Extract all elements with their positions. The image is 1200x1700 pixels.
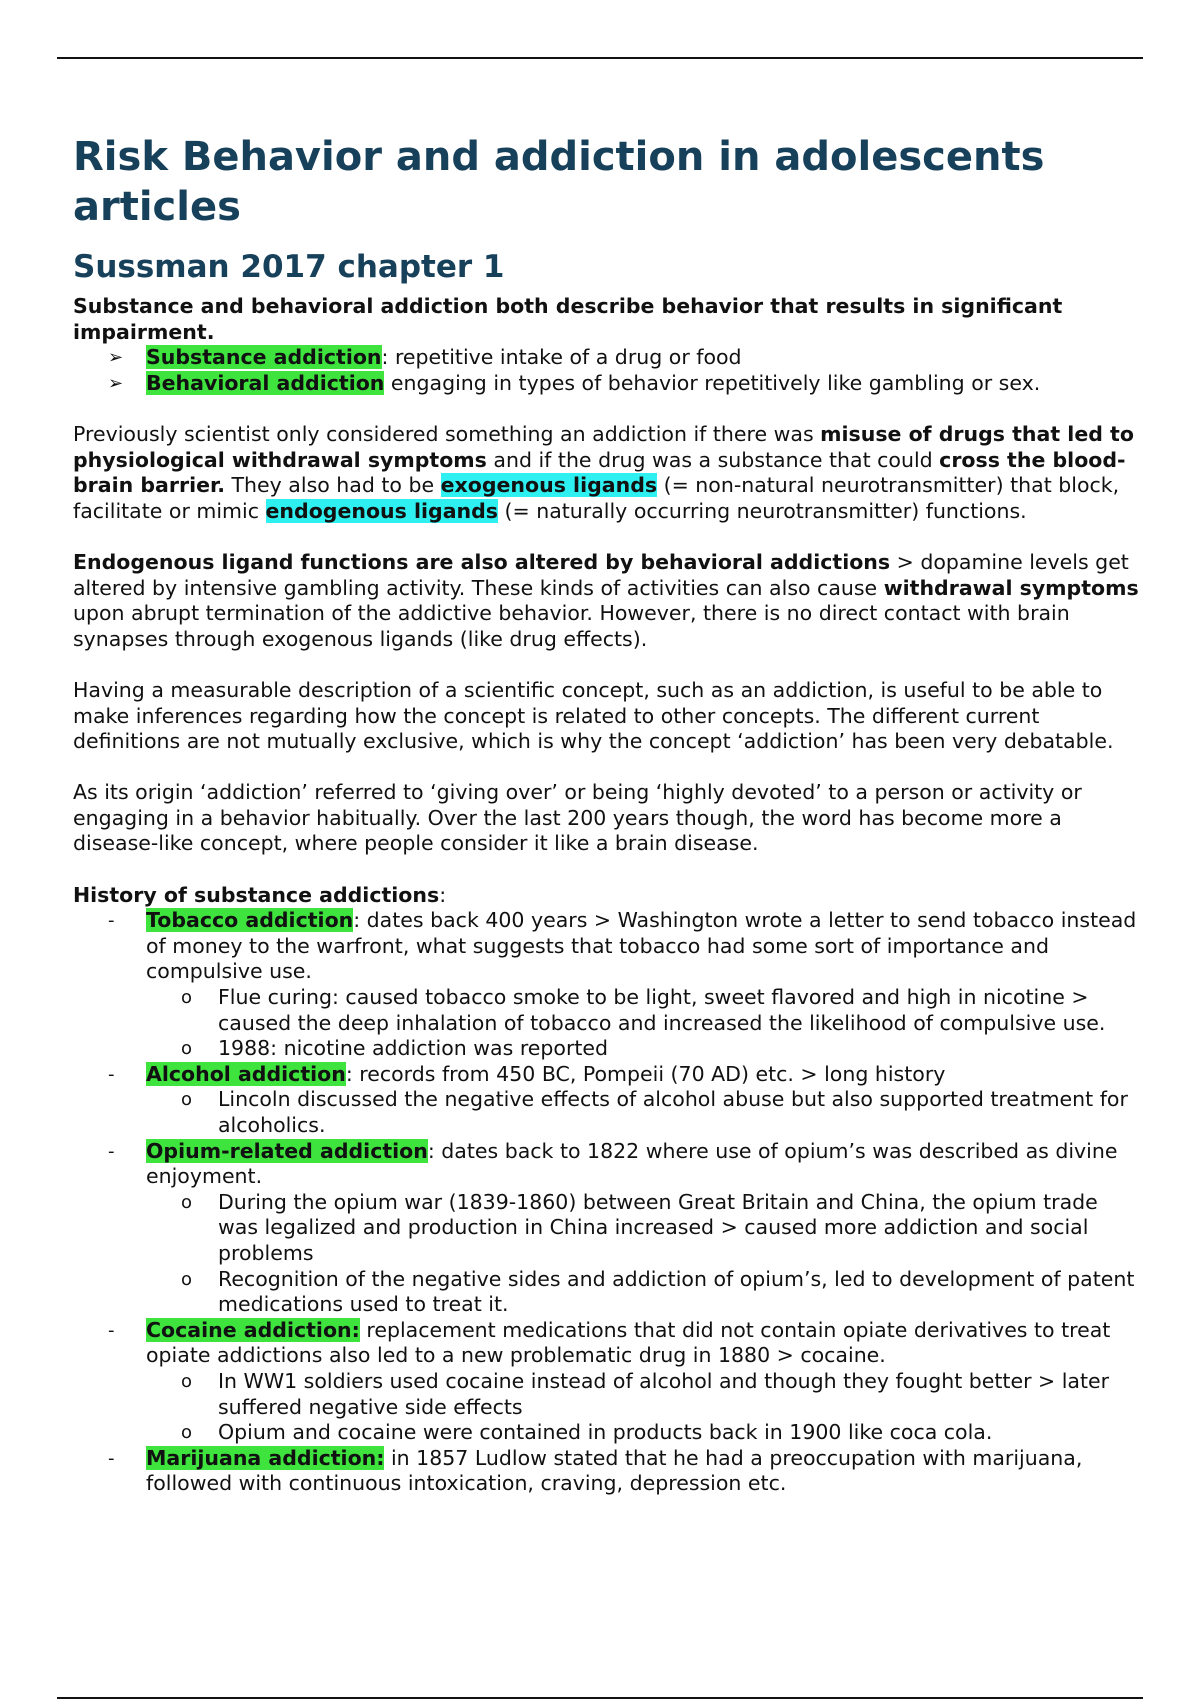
list-item: - Alcohol addiction: records from 450 BC, Pompeii (70 AD) etc. > long history: [108, 1061, 946, 1086]
highlight-term: Opium-related addiction: [146, 1138, 428, 1163]
sub-list-item: o 1988: nicotine addiction was reported: [181, 1036, 609, 1061]
dash-bullet-icon: -: [108, 910, 115, 932]
arrow-bullet-icon: ➢: [108, 347, 124, 369]
circle-bullet-icon: o: [181, 1268, 193, 1290]
arrow-bullet-icon: ➢: [108, 372, 124, 394]
intro-statement: [73, 294, 1143, 345]
sub-list-item: o Opium and cocaine were contained in products back in 1900 like coca cola.: [181, 1420, 993, 1445]
paragraph-endogenous: Endogenous ligand functions are also altered by behavioral addictions > dopamine levels get altered by intensive gambling activity. These kinds of activities can also cause withdrawal symptoms upon abrupt termination of the addictive behavior. However, there is no direct contact with brain synapses through exogenous ligands (like drug effects).: [73, 549, 1139, 651]
list-item: - Opium-related addiction: dates back to 1822 where use of opium’s was described as divine enjoyment.: [108, 1138, 1118, 1189]
circle-bullet-icon: o: [181, 1089, 193, 1111]
list-item: - Tobacco addiction: dates back 400 years > Washington wrote a letter to send tobacco instead of money to the warfront, what suggests that tobacco had some sort of importance and compulsive use.: [108, 908, 1137, 984]
list-item: - Cocaine addiction: replacement medications that did not contain opiate derivatives to treat opiate addictions also led to a new problematic drug in 1880 > cocaine.: [108, 1317, 1111, 1368]
sub-list-item: o Lincoln discussed the negative effects of alcohol abuse but also supported treatment for alcoholics.: [181, 1087, 1128, 1137]
highlight-term: Substance addiction: [146, 345, 382, 370]
history-heading: History of substance addictions:: [73, 882, 447, 907]
highlight-term: Cocaine addiction:: [146, 1317, 360, 1342]
highlight-term: Marijuana addiction:: [146, 1445, 385, 1470]
paragraph-definition-history: Previously scientist only considered something an addiction if there was misuse of drugs that led to physiological withdrawal symptoms and if the drug was a substance that could cross the blood-brain barrier. They also had to be exogenous ligands (= non-natural neurotransmitter) that block, facilitate or mimic endogenous ligands (= naturally occurring neurotransmitter) functions.: [73, 421, 1134, 523]
highlight-term: Behavioral addiction: [146, 370, 385, 395]
circle-bullet-icon: o: [181, 1422, 193, 1444]
list-item: ➢ Substance addiction: repetitive intake of a drug or food: [108, 345, 742, 370]
sub-list-item: o During the opium war (1839-1860) between Great Britain and China, the opium trade was legalized and production in China increased > caused more addiction and social problems: [181, 1189, 1098, 1265]
intro-bold: Substance and behavioral addiction both describe behavior that results in significant impairment.: [73, 294, 1063, 344]
history-list: [73, 908, 1143, 1497]
dash-bullet-icon: -: [108, 1447, 115, 1469]
addiction-types-list: [73, 345, 1143, 396]
highlight-term: Tobacco addiction: [146, 908, 354, 933]
dash-bullet-icon: -: [108, 1140, 115, 1162]
bottom-rule: [57, 1697, 1143, 1699]
highlight-term: endogenous ligands: [265, 498, 498, 523]
circle-bullet-icon: o: [181, 987, 193, 1009]
sub-list-item: o In WW1 soldiers used cocaine instead of alcohol and though they fought better > later suffered negative side effects: [181, 1368, 1110, 1419]
sub-list-item: o Recognition of the negative sides and addiction of opium’s, led to development of patent medications used to treat it.: [181, 1266, 1135, 1317]
circle-bullet-icon: o: [181, 1370, 193, 1392]
highlight-term: exogenous ligands: [440, 473, 658, 498]
paragraph-measurable-description: Having a measurable description of a scientific concept, such as an addiction, is useful to be able to make inferences regarding how the concept is related to other concepts. The different current definitions are not mutually exclusive, which is why the concept ‘addiction’ has been very debatable.: [73, 677, 1114, 754]
document-title: Risk Behavior and addiction in adolescents articles: [73, 134, 1045, 230]
list-item: - Marijuana addiction: in 1857 Ludlow stated that he had a preoccupation with marijuana, followed with continuous intoxication, craving, depression etc.: [108, 1445, 1083, 1496]
circle-bullet-icon: o: [181, 1038, 193, 1060]
paragraph-origin: As its origin ‘addiction’ referred to ‘giving over’ or being ‘highly devoted’ to a person or activity or engaging in a behavior habitually. Over the last 200 years though, the word has become more a disease-like concept, where people consider it like a brain disease.: [73, 780, 1082, 856]
top-rule: [57, 57, 1143, 59]
highlight-term: Alcohol addiction: [146, 1061, 346, 1086]
dash-bullet-icon: -: [108, 1063, 115, 1085]
dash-bullet-icon: -: [108, 1319, 115, 1341]
list-item: ➢ Behavioral addiction engaging in types of behavior repetitively like gambling or sex.: [108, 370, 1041, 395]
document-page: [73, 132, 1143, 1497]
section-heading: Sussman 2017 chapter 1: [73, 249, 505, 285]
circle-bullet-icon: o: [181, 1191, 193, 1213]
sub-list-item: o Flue curing: caused tobacco smoke to be light, sweet flavored and high in nicotine > caused the deep inhalation of tobacco and increased the likelihood of compulsive use.: [181, 985, 1106, 1035]
